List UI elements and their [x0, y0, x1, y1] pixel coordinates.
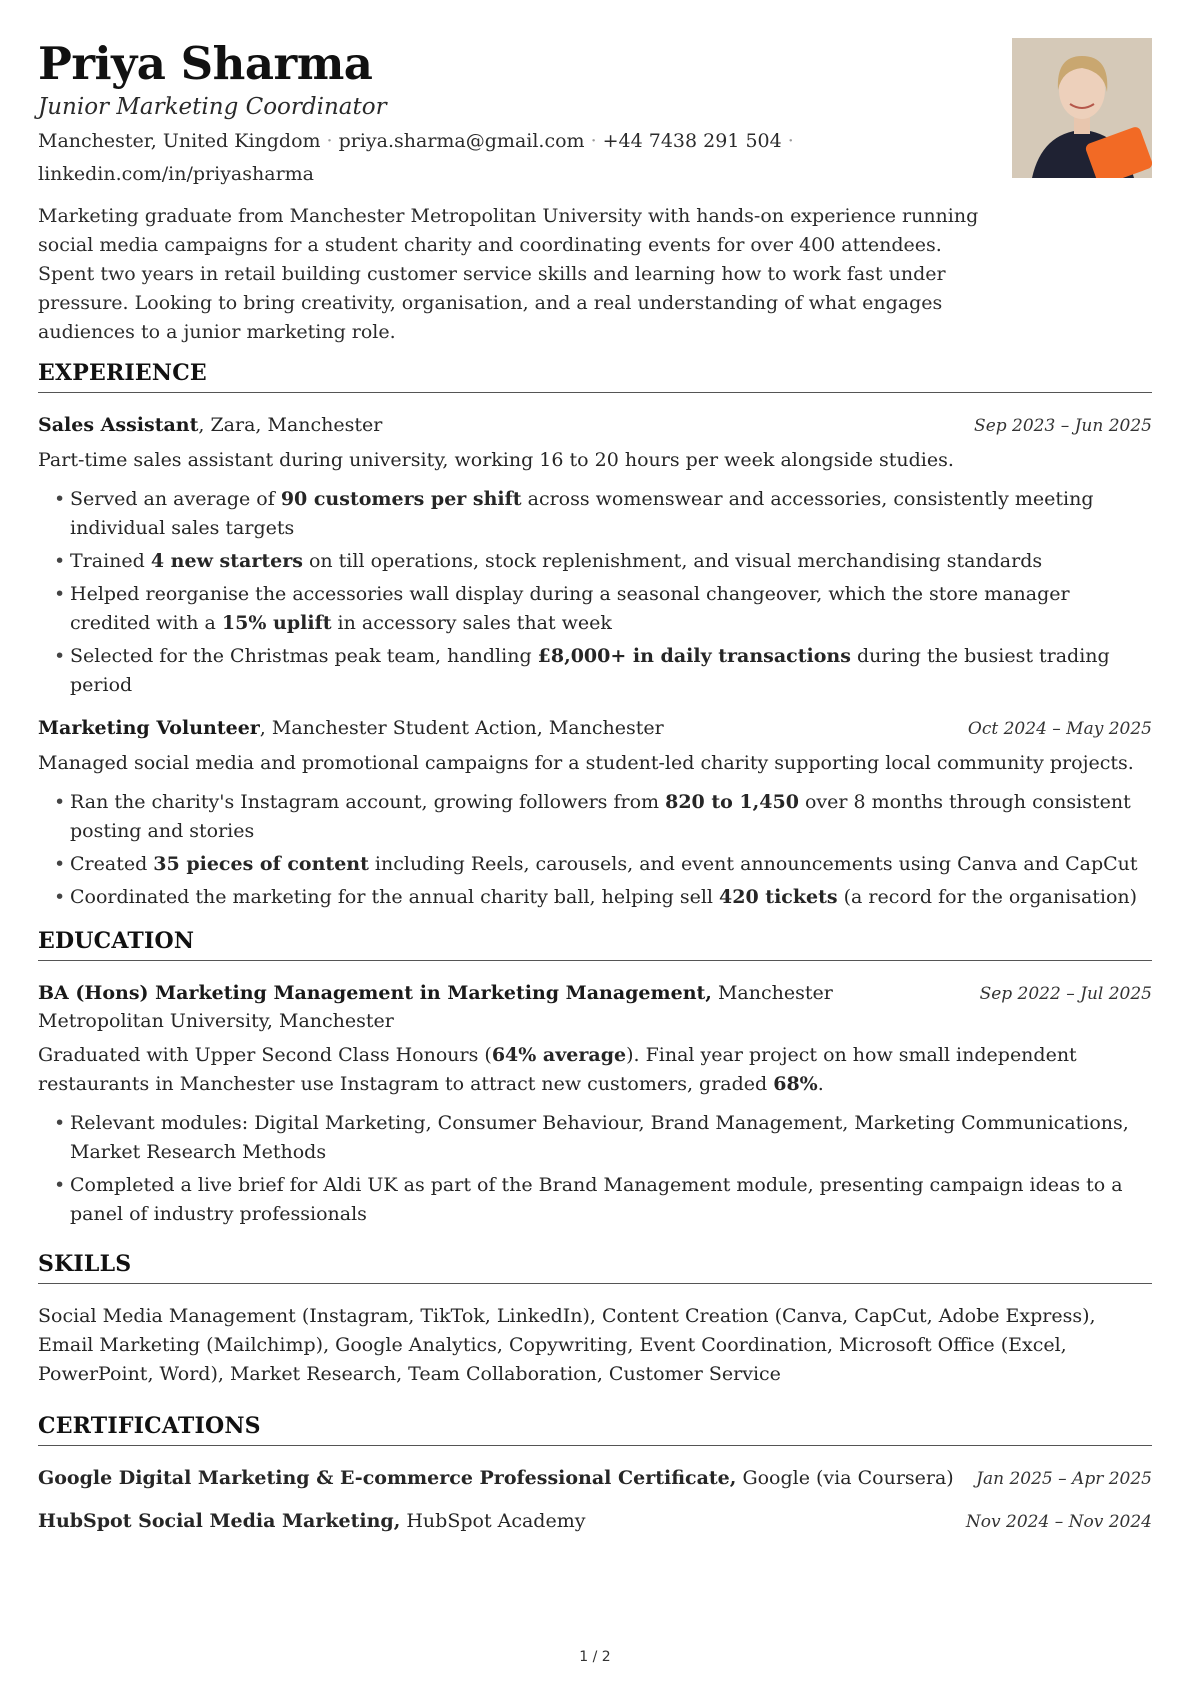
education-date: Sep 2022 – Jul 2025: [979, 984, 1152, 1004]
certification-item: [38, 1464, 1152, 1493]
profile-photo-image: [1012, 38, 1152, 178]
certification-issuer: HubSpot Academy: [406, 1510, 586, 1532]
job-organisation: Zara, Manchester: [210, 414, 383, 436]
certification-issuer: Google (via Coursera): [742, 1467, 954, 1489]
job-bullets: [38, 485, 1152, 700]
bullet-item: • Served an average of 90 customers per shift across womenswear and accessories, consistently meeting individual sales targets: [54, 488, 1094, 539]
job-description: Managed social media and promotional campaigns for a student-led charity supporting local community projects.: [38, 752, 1134, 774]
job-role: Sales Assistant: [38, 414, 199, 436]
bullet-item: • Helped reorganise the accessories wall display during a seasonal changeover, which the store manager credited with a 15% uplift in accessory sales that week: [54, 583, 1070, 634]
section-title-education: EDUCATION: [38, 928, 1152, 961]
certification-item: [38, 1507, 1152, 1536]
experience-entry: [38, 411, 1152, 700]
job-date: Sep 2023 – Jun 2025: [974, 416, 1152, 436]
experience-section: [38, 360, 1152, 912]
resume-header: [38, 38, 1152, 360]
candidate-headline: Junior Marketing Coordinator: [38, 94, 387, 120]
skills-list: Social Media Management (Instagram, TikTok, LinkedIn), Content Creation (Canva, CapCut, Adobe Express), Email Marketing (Mailchimp), Google Analytics, Copywriting, Event Coordination, Microsoft Office (Excel, PowerPoint, Word), Market Research, Team Collaboration, Customer Service: [38, 1305, 1096, 1385]
bullet-item: • Selected for the Christmas peak team, handling £8,000+ in daily transactions during the busiest trading period: [54, 645, 1110, 696]
job-date: Oct 2024 – May 2025: [967, 719, 1152, 739]
page-number: 1 / 2: [579, 1649, 611, 1665]
bullet-item: • Completed a live brief for Aldi UK as part of the Brand Management module, presenting campaign ideas to a panel of industry professionals: [54, 1174, 1123, 1225]
education-entry: [38, 979, 1152, 1229]
contact-info: [38, 125, 838, 191]
contact-email[interactable]: priya.sharma@gmail.com: [338, 130, 585, 152]
degree-name: BA (Hons) Marketing Management in Marketing Management,: [38, 982, 712, 1004]
certification-date: Jan 2025 – Apr 2025: [976, 1469, 1152, 1489]
entry-header: Marketing Volunteer, Manchester Student Action, Manchester Oct 2024 – May 2025: [38, 714, 1152, 743]
job-organisation: Manchester Student Action, Manchester: [271, 717, 664, 739]
contact-separator: ·: [787, 130, 794, 152]
section-title-certifications: CERTIFICATIONS: [38, 1413, 1152, 1446]
section-title-experience: EXPERIENCE: [38, 360, 1152, 393]
education-bullets: [38, 1109, 1152, 1229]
school-name: Manchester Metropolitan University, Manchester: [38, 982, 833, 1032]
contact-separator: ·: [326, 130, 333, 152]
section-title-skills: SKILLS: [38, 1251, 1152, 1284]
bullet-item: • Trained 4 new starters on till operations, stock replenishment, and visual merchandising standards: [54, 550, 1043, 572]
contact-location: Manchester, United Kingdom: [38, 130, 321, 152]
professional-summary: Marketing graduate from Manchester Metropolitan University with hands-on experience running social media campaigns for a student charity and coordinating events for over 400 attendees. Spent two years in retail building customer service skills and learning how to work fast under pressure. Looking to bring creativity, organisation, and a real understanding of what engages audiences to a junior marketing role.: [38, 205, 979, 343]
bullet-item: • Ran the charity's Instagram account, growing followers from 820 to 1,450 over 8 months through consistent posting and stories: [54, 791, 1131, 842]
education-section: [38, 928, 1152, 1229]
certifications-section: [38, 1413, 1152, 1536]
certification-name: HubSpot Social Media Marketing,: [38, 1510, 401, 1532]
contact-linkedin[interactable]: linkedin.com/in/priyasharma: [38, 163, 315, 185]
profile-photo: [1012, 38, 1152, 178]
contact-phone[interactable]: +44 7438 291 504: [602, 130, 782, 152]
bullet-item: • Coordinated the marketing for the annual charity ball, helping sell 420 tickets (a record for the organisation): [54, 886, 1138, 908]
job-role: Marketing Volunteer: [38, 717, 260, 739]
education-description: Graduated with Upper Second Class Honours (64% average). Final year project on how small independent restaurants in Manchester use Instagram to attract new customers, graded 68%.: [38, 1044, 1077, 1095]
job-description: Part-time sales assistant during university, working 16 to 20 hours per week alongside studies.: [38, 449, 954, 471]
contact-separator: ·: [590, 130, 597, 152]
experience-entry: [38, 714, 1152, 912]
job-bullets: [38, 788, 1152, 912]
entry-header: Sales Assistant, Zara, Manchester Sep 2023 – Jun 2025: [38, 411, 1152, 440]
bullet-item: • Created 35 pieces of content including Reels, carousels, and event announcements using Canva and CapCut: [54, 853, 1138, 875]
candidate-name: Priya Sharma: [38, 37, 373, 90]
certification-date: Nov 2024 – Nov 2024: [965, 1512, 1152, 1532]
entry-header: [38, 979, 1152, 1035]
skills-section: [38, 1251, 1152, 1389]
bullet-item: • Relevant modules: Digital Marketing, Consumer Behaviour, Brand Management, Marketing Communications, Market Research Methods: [54, 1112, 1129, 1163]
certification-name: Google Digital Marketing & E-commerce Professional Certificate,: [38, 1467, 737, 1489]
